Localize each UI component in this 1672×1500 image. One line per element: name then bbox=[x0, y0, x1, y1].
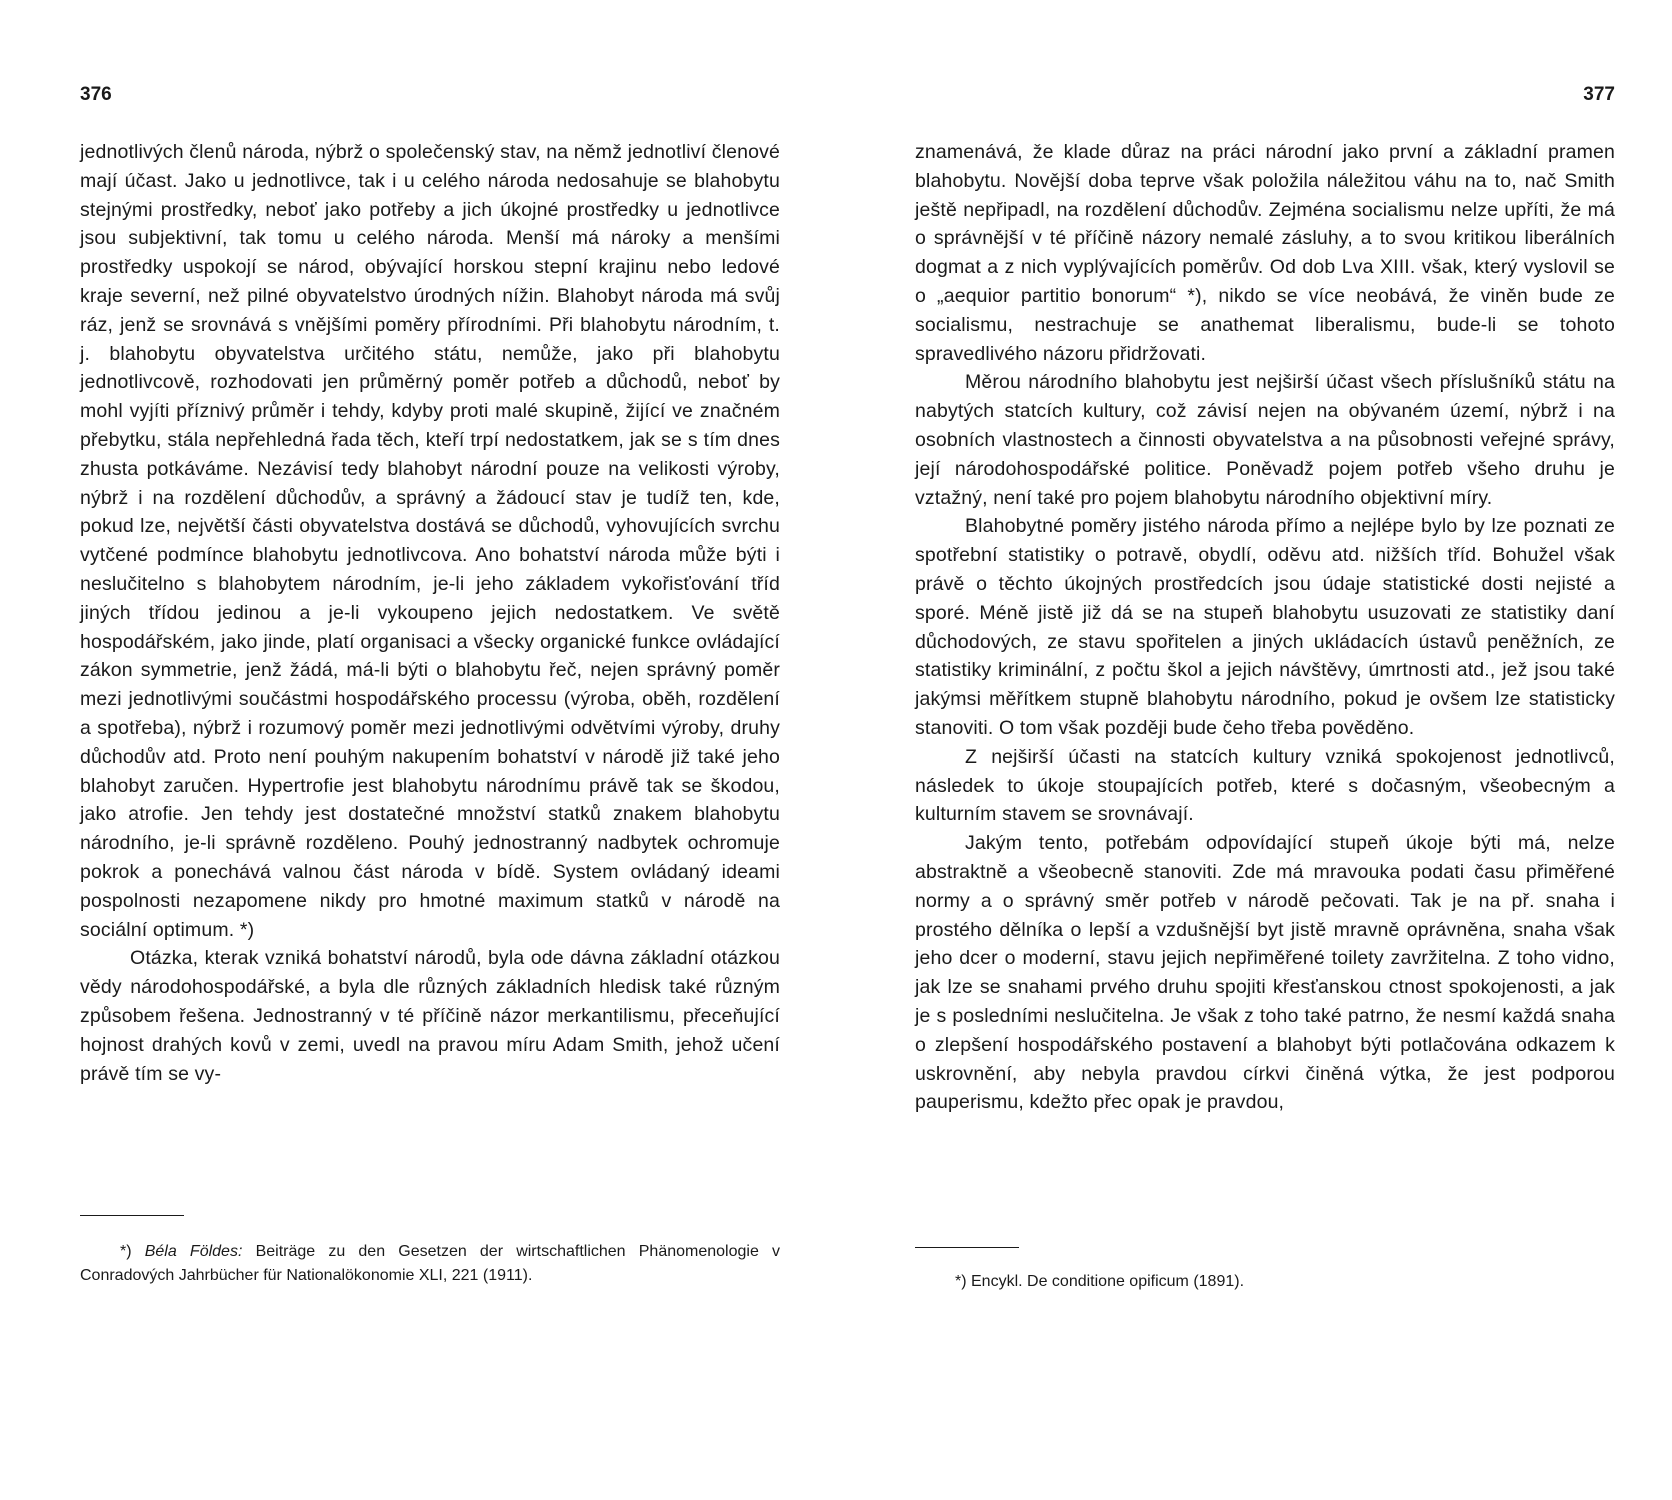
left-page bbox=[80, 0, 780, 1500]
right-page bbox=[915, 0, 1615, 1500]
page-number-right: 377 bbox=[1583, 84, 1615, 105]
footnote-text: *) Encykl. De conditione opificum (1891). bbox=[955, 1273, 1245, 1290]
right-page-body bbox=[915, 138, 1615, 1117]
page-number-left: 376 bbox=[80, 84, 112, 105]
footnote-left bbox=[80, 1240, 780, 1288]
paragraph: jednotlivých členů národa, nýbrž o společenský stav, na němž jednotliví členové mají účast. Jako u jednotlivce, tak i u celého národa nedosahuje se blahobytu stejnými prostředky, neboť jako potřeby a jich úkojné prostředky u jednotlivce jsou subjektivní, tak tomu u celého národa. Menší má nároky a menšími prostředky uspokojí se národ, obývající horskou stepní krajinu nebo ledové kraje severní, než pilné obyvatelstvo úrodných nížin. Blahobyt národa má svůj ráz, jenž se srovnává s vnějšími poměry přírodními. Při blahobytu národním, t. j. blahobytu obyvatelstva určitého státu, nemůže, jako při blahobytu jednotlivcově, rozhodovati jen průměrný poměr potřeb a důchodů, neboť by mohl vyjíti příznivý průměr i tehdy, kdyby proti malé skupině, žijící ve značném přebytku, stála nepřehledná řada těch, kteří trpí nedostatkem, jak se s tím dnes zhusta potkáváme. Nezávisí tedy blahobyt národní pouze na velikosti výroby, nýbrž i na rozdělení důchodův, a správný a žádoucí stav je tudíž ten, kde, pokud lze, největší části obyvatelstva dostává se důchodů, vyhovujících svrchu vytčené podmínce blahobytu jednotlivcova. Ano bohatství národa může býti i neslučitelno s blahobytem národním, je-li jeho základem vykořisťování tříd jiných třídou jedinou a je-li vykoupeno jejich nedostatkem. Ve světě hospodářském, jako jinde, platí organisaci a všecky organické funkce ovládající zákon symmetrie, jenž žádá, má-li býti o blahobytu řeč, nejen správný poměr mezi jednotlivými součástmi hospodářského processu (výroba, oběh, rozdělení a spotřeba), nýbrž i rozumový poměr mezi jednotlivými odvětvími výroby, druhy důchodův atd. Proto není pouhým nakupením bohatství v národě již také jeho blahobyt zaručen. Hypertrofie jest blahobytu národnímu právě tak se škodou, jako atrofie. Jen tehdy jest dostatečné množství statků znakem blahobytu národního, je-li správně rozděleno. Pouhý jednostranný nadbytek ochromuje pokrok a ponechává valnou část národa v bídě. System ovládaný ideami pospolnosti nezapomene nikdy pro hmotné maximum statků v národě na sociální optimum. *) bbox=[80, 141, 780, 941]
paragraph: Měrou národního blahobytu jest nejširší účast všech příslušníků státu na nabytých statcích kultury, což závisí nejen na obývaném území, nýbrž i na osobních vlastnostech a činnosti obyvatelstva a na působnosti veřejné správy, její národohospodářské politice. Poněvadž pojem potřeb všeho druhu je vztažný, není také pro pojem blahobytu národního objektivní míry. bbox=[915, 371, 1615, 509]
footnote-divider bbox=[915, 1247, 1019, 1248]
paragraph: Blahobytné poměry jistého národa přímo a nejlépe bylo by lze poznati ze spotřební statistiky o potravě, obydlí, oděvu atd. nižších tříd. Bohužel však právě o těchto úkojných prostředcích jsou údaje statistické dosti nejisté a sporé. Méně jistě již dá se na stupeň blahobytu usuzovati ze statistiky daní důchodových, ze stavu spořitelen a jiných ukládacích ústavů peněžních, ze statistiky kriminální, z počtu škol a jejich návštěvy, úmrtnosti atd., jež jsou také jakýmsi měřítkem stupně blahobytu národního, pokud je ovšem lze statisticky stanoviti. O tom však později bude čeho třeba pověděno. bbox=[915, 515, 1615, 739]
footnote-text: Beiträge zu den Gesetzen der wirtschaftlichen Phänomenologie v Conradových Jahrbücher für Nationalökonomie XLI, 221 (1911). bbox=[80, 1243, 781, 1284]
footnote-right bbox=[915, 1270, 1615, 1294]
paragraph: Otázka, kterak vzniká bohatství národů, byla ode dávna základní otázkou vědy národohospodářské, a byla dle různých základních hledisk také různým způsobem řešena. Jednostranný v té příčině názor merkantilismu, přeceňující hojnost drahých kovů v zemi, uvedl na pravou míru Adam Smith, jehož učení právě tím se vy- bbox=[80, 947, 780, 1085]
paragraph: Jakým tento, potřebám odpovídající stupeň úkoje býti má, nelze abstraktně a všeobecně stanoviti. Zde má mravouka podati času přiměřené normy a o správný směr potřeb v národě pečovati. Tak je na př. snaha i prostého dělníka o lepší a vzdušnější byt jistě mravně oprávněna, snaha však jeho dcer o moderní, stavu jejich nepřiměřené toilety zavržitelna. Z toho vidno, jak lze se snahami prvého druhu spojiti křesťanskou ctnost spokojenosti, a jak je s posledními neslučitelna. Je však z toho také patrno, že nesmí každá snaha o zlepšení hospodářského postavení a blahobyt býti potlačována odkazem k uskrovnění, aby nebyla pravdou církvi činěná výtka, že jest podporou pauperismu, kdežto přec opak je pravdou, bbox=[915, 832, 1615, 1114]
paragraph: Z nejširší účasti na statcích kultury vzniká spokojenost jednotlivců, následek to úkoje stoupajících potřeb, které s dočasným, všeobecným a kulturním stavem se srovnávají. bbox=[915, 745, 1615, 826]
footnote-divider bbox=[80, 1215, 184, 1216]
paragraph: znamenává, že klade důraz na práci národní jako první a základní pramen blahobytu. Novější doba teprve však položila náležitou váhu na to, nač Smith ještě nepřipadl, na rozdělení důchodův. Zejména socialismu nelze upříti, že má o správnější v té příčině názory nemalé zásluhy, a to svou kritikou liberálních dogmat a z nich vyplývajících poměrův. Od dob Lva XIII. však, který vyslovil se o „aequior partitio bonorum“ *), nikdo se více neobává, že viněn bude ze socialismu, nestrachuje se anathemat liberalismu, bude-li se tohoto spravedlivého názoru přidržovati. bbox=[915, 141, 1615, 365]
footnote-author: Béla Földes: bbox=[144, 1243, 243, 1260]
footnote-marker: *) bbox=[120, 1243, 132, 1260]
left-page-body bbox=[80, 138, 780, 1088]
